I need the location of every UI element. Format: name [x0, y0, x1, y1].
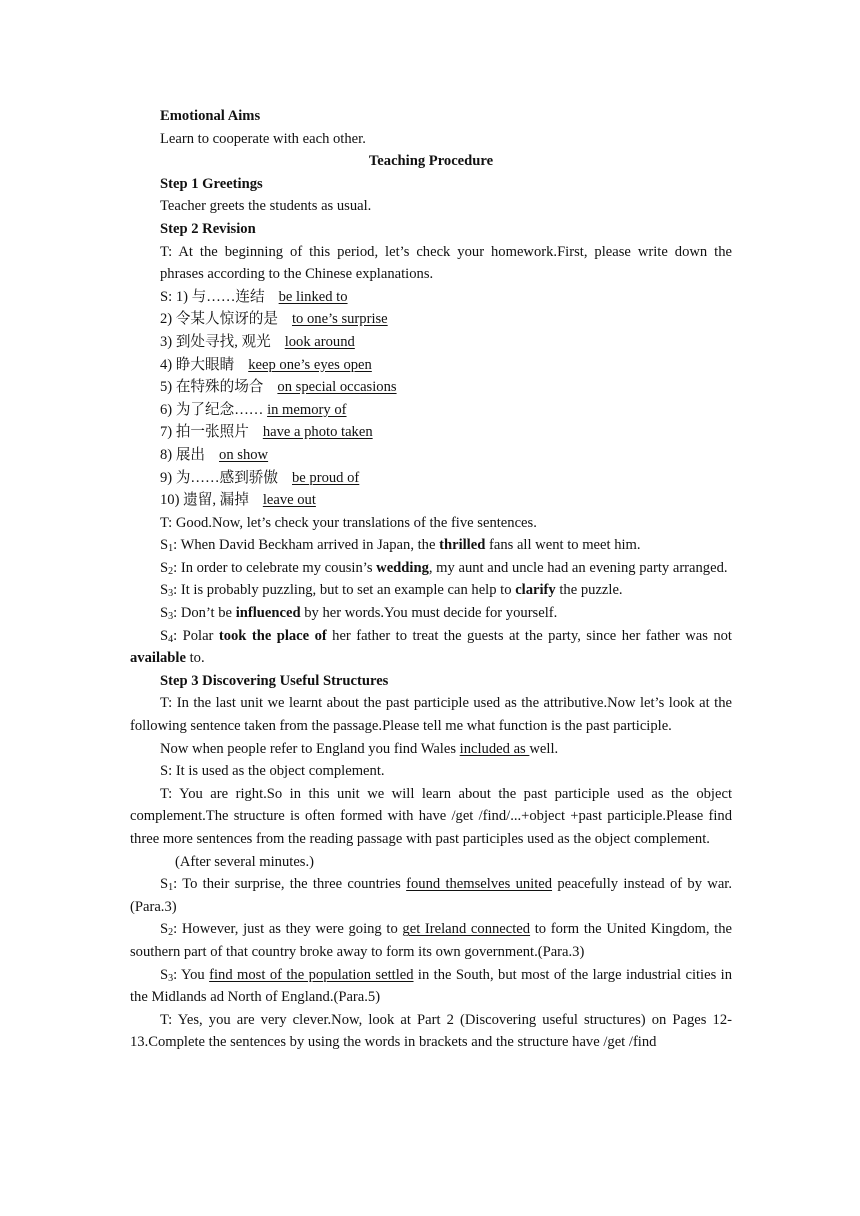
phrase-chinese: 拍一张照片	[175, 424, 249, 441]
translation-s2: $S_2$: In order to celebrate my cousin’s wedding, my aunt and uncle had an evening party arranged.	[160, 559, 728, 577]
phrase-number: 5)	[160, 379, 173, 396]
step3-teacher-instructions: T: Yes, you are very clever.Now, look at Part 2 (Discovering useful structures) on Pages 12-13.Complete the sentences by using the words in brackets and the structure have /get /find	[130, 1011, 732, 1051]
phrase-item	[130, 444, 732, 467]
phrase-item	[130, 286, 732, 309]
phrase-english: look around	[284, 333, 355, 350]
phrase-english: leave out	[262, 492, 316, 509]
step1-heading: Step 1 Greetings	[160, 175, 263, 192]
phrase-english: on show	[219, 446, 269, 463]
translation-s3b: $S_3$: Don’t be influenced by her words.You must decide for yourself.	[160, 605, 558, 623]
emotional-aims-heading: Emotional Aims	[160, 108, 261, 124]
phrase-number: 3)	[160, 333, 173, 350]
check-translations-text: T: Good.Now, let’s check your translations of the five sentences.	[160, 514, 537, 531]
structure-s2: $S_2$: However, just as they were going to get Ireland connected to form the United Kingdom, the southern part of that country broke away to form its own government.(Para.3)	[130, 921, 732, 960]
step2-intro: T: At the beginning of this period, let’s check your homework.First, please write down the phrases according to the Chinese explanations.	[160, 243, 732, 283]
phrase-number: 10)	[160, 492, 180, 509]
phrase-item	[130, 489, 732, 512]
step3-heading: Step 3 Discovering Useful Structures	[160, 672, 389, 689]
phrase-chinese: 睁大眼睛	[175, 356, 235, 373]
phrase-item	[130, 331, 732, 354]
emotional-aims-text: Learn to cooperate with each other.	[160, 130, 366, 147]
phrase-number: 8)	[160, 446, 173, 463]
step3-after-minutes: (After several minutes.)	[175, 853, 314, 870]
phrase-english: in memory of	[267, 401, 347, 418]
phrase-english: be linked to	[278, 288, 348, 305]
phrase-item	[130, 376, 732, 399]
phrase-item	[130, 421, 732, 444]
phrase-list	[130, 286, 732, 512]
phrase-chinese: 与……连结	[191, 288, 265, 305]
phrase-chinese: 为……感到骄傲	[175, 469, 278, 486]
step3-student-answer: S: It is used as the object complement.	[160, 763, 385, 780]
phrase-chinese: 令某人惊讶的是	[175, 311, 278, 328]
phrase-english: have a photo taken	[262, 424, 373, 441]
phrase-english: to one’s surprise	[292, 311, 388, 328]
phrase-item	[130, 467, 732, 490]
step3-example-sentence: Now when people refer to England you find Wales included as well.	[160, 740, 559, 757]
phrase-english: be proud of	[292, 469, 360, 486]
structure-s1: $S_1$: To their surprise, the three countries found themselves united peacefully instead of by war.(Para.3)	[130, 876, 732, 915]
translation-s4: $S_4$: Polar took the place of her father to treat the guests at the party, since her father was not available to.	[130, 627, 732, 667]
phrase-number: S: 1)	[160, 288, 188, 305]
step3-teacher-explanation: T: You are right.So in this unit we will learn about the past participle used as the object complement.The structure is often formed with have /get /find/...+object +past participle.Please find three more sentences from the reading passage with past participles used as the object complement.	[130, 785, 732, 847]
phrase-number: 9)	[160, 469, 173, 486]
phrase-number: 2)	[160, 311, 173, 328]
phrase-chinese: 在特殊的场合	[175, 379, 264, 396]
phrase-number: 6)	[160, 401, 173, 418]
phrase-number: 4)	[160, 356, 173, 373]
step3-teacher-intro: T: In the last unit we learnt about the past participle used as the attributive.Now let’s look at the following sentence taken from the passage.Please tell me what function is the past participle.	[130, 695, 732, 735]
translation-s1: $S_1$: When David Beckham arrived in Japan, the thrilled fans all went to meet him.	[160, 537, 641, 555]
procedure-title: Teaching Procedure	[368, 153, 494, 170]
phrase-chinese: 到处寻找, 观光	[175, 333, 271, 350]
step2-heading: Step 2 Revision	[160, 220, 256, 237]
step1-text: Teacher greets the students as usual.	[160, 198, 372, 215]
structure-s3: $S_3$: You find most of the population settled in the South, but most of the large industrial cities in the Midlands ad North of England.(Para.5)	[130, 966, 733, 1006]
phrase-item	[130, 354, 732, 377]
phrase-item	[130, 308, 732, 331]
phrase-number: 7)	[160, 424, 173, 441]
phrase-chinese: 为了纪念……	[175, 401, 264, 418]
phrase-item	[130, 399, 732, 422]
document-body	[130, 105, 732, 1054]
phrase-english: keep one’s eyes open	[248, 356, 372, 373]
translation-s3a: $S_3$: It is probably puzzling, but to set an example can help to clarify the puzzle.	[160, 582, 623, 600]
phrase-chinese: 展出	[175, 446, 206, 463]
phrase-english: on special occasions	[277, 379, 397, 396]
phrase-chinese: 遗留, 漏掉	[183, 492, 249, 509]
